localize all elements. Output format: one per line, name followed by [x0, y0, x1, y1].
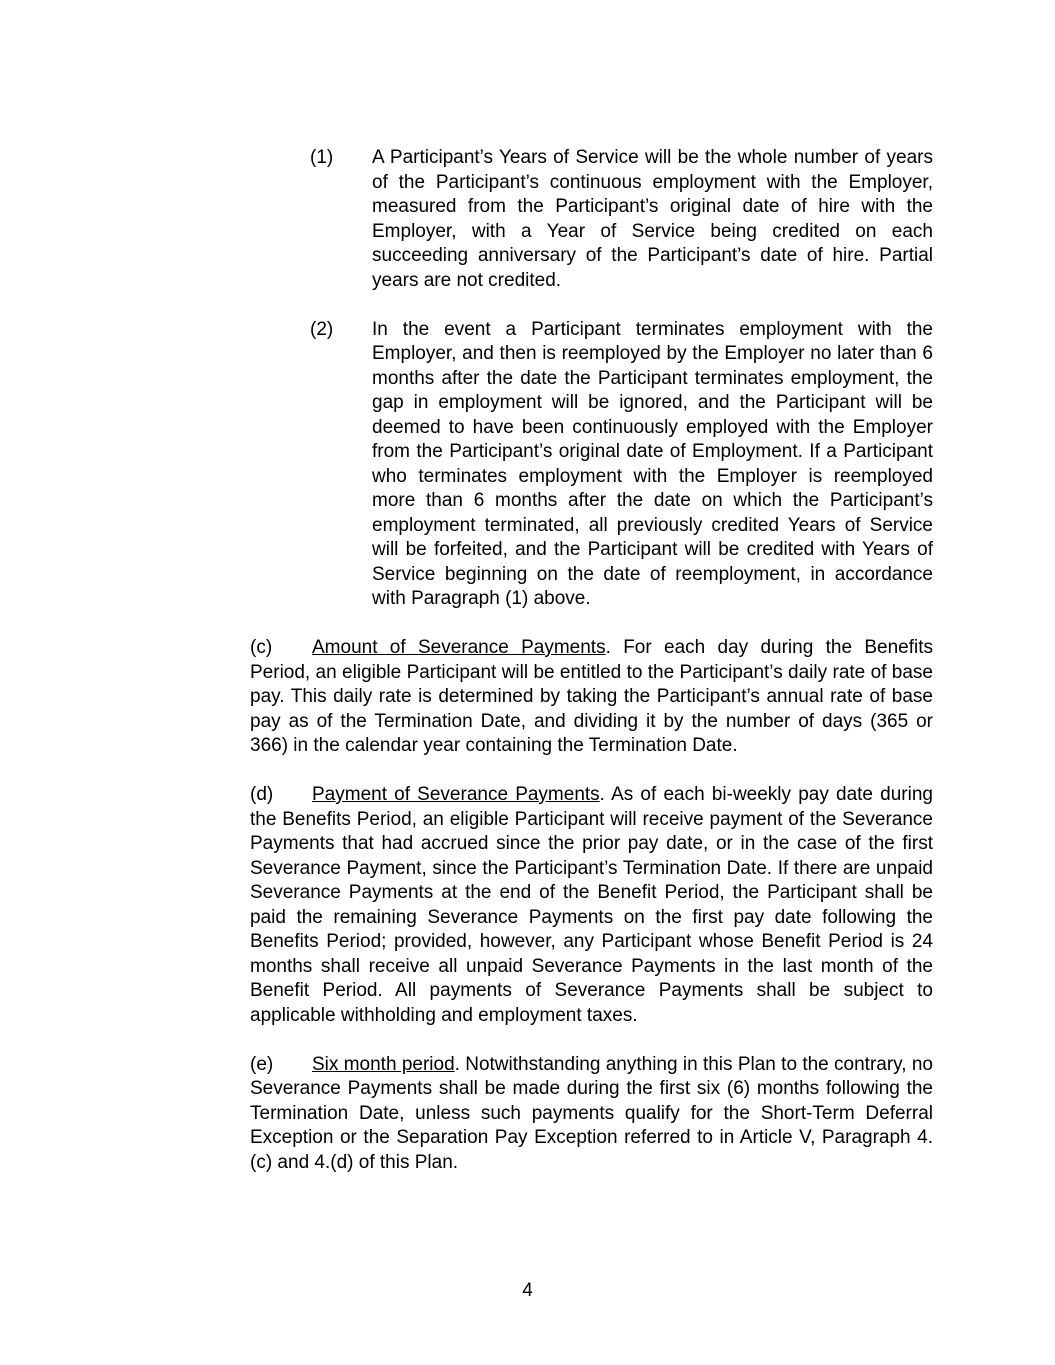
numbered-paragraph-2 [310, 318, 933, 612]
paragraph-heading: Payment of Severance Payments [312, 784, 600, 805]
paragraph-letter: (e) [250, 1053, 274, 1075]
lettered-paragraph-d [250, 783, 933, 1028]
paragraph-number: (2) [310, 318, 334, 340]
paragraph-heading: Amount of Severance Payments [312, 637, 606, 658]
paragraph-text: . For each day during the Benefits Period, an eligible Participant will be entitled to the Participant’s daily rate of base pay. This daily rate is determined by taking the Participant’s annual rate of base pay as of the Termination Date, and dividing it by the number of days (365 or 366) in the calendar year containing the Termination Date. [250, 637, 933, 756]
numbered-paragraph-1 [310, 146, 933, 293]
page-number: 4 [522, 1279, 533, 1301]
paragraph-heading: Six month period [312, 1053, 455, 1075]
document-content [250, 146, 933, 1200]
lettered-paragraph-c [250, 636, 933, 759]
paragraph-number: (1) [310, 147, 334, 168]
paragraph-text: In the event a Participant terminates employment with the Employer, and then is reemployed by the Employer no later than 6 months after the date the Participant terminates employment, the gap in employment will be ignored, and the Participant will be deemed to have been continuously employed with the Employer from the Participant’s original date of Employment. If a Participant who terminates employment with the Employer is reemployed more than 6 months after the date on which the Participant’s employment terminated, all previously credited Years of Service will be forfeited, and the Participant will be credited with Years of Service beginning on the date of reemployment, in accordance with Paragraph (1) above. [372, 318, 933, 609]
paragraph-text: . As of each bi-weekly pay date during the Benefits Period, an eligible Participant will receive payment of the Severance Payments that had accrued since the prior pay date, or in the case of the first Severance Payment, since the Participant’s Termination Date. If there are unpaid Severance Payments at the end of the Benefit Period, the Participant shall be paid the remaining Severance Payments on the first pay date following the Benefits Period; provided, however, any Participant whose Benefit Period is 24 months shall receive all unpaid Severance Payments in the last month of the Benefit Period. All payments of Severance Payments shall be subject to applicable withholding and employment taxes. [250, 784, 933, 1026]
paragraph-text: . Notwithstanding anything in this Plan to the contrary, no Severance Payments shall be made during the first six (6) months following the Termination Date, unless such payments qualify for the Short-Term Deferral Exception or the Separation Pay Exception referred to in Article V, Paragraph 4.(c) and 4.(d) of this Plan. [250, 1053, 933, 1173]
lettered-paragraph-e [250, 1053, 933, 1176]
paragraph-text: A Participant’s Years of Service will be the whole number of years of the Participant’s continuous employment with the Employer, measured from the Participant’s original date of hire with the Employer, with a Year of Service being credited on each succeeding anniversary of the Participant’s date of hire. Partial years are not credited. [372, 147, 933, 291]
paragraph-letter: (d) [250, 784, 274, 805]
paragraph-letter: (c) [250, 637, 273, 658]
